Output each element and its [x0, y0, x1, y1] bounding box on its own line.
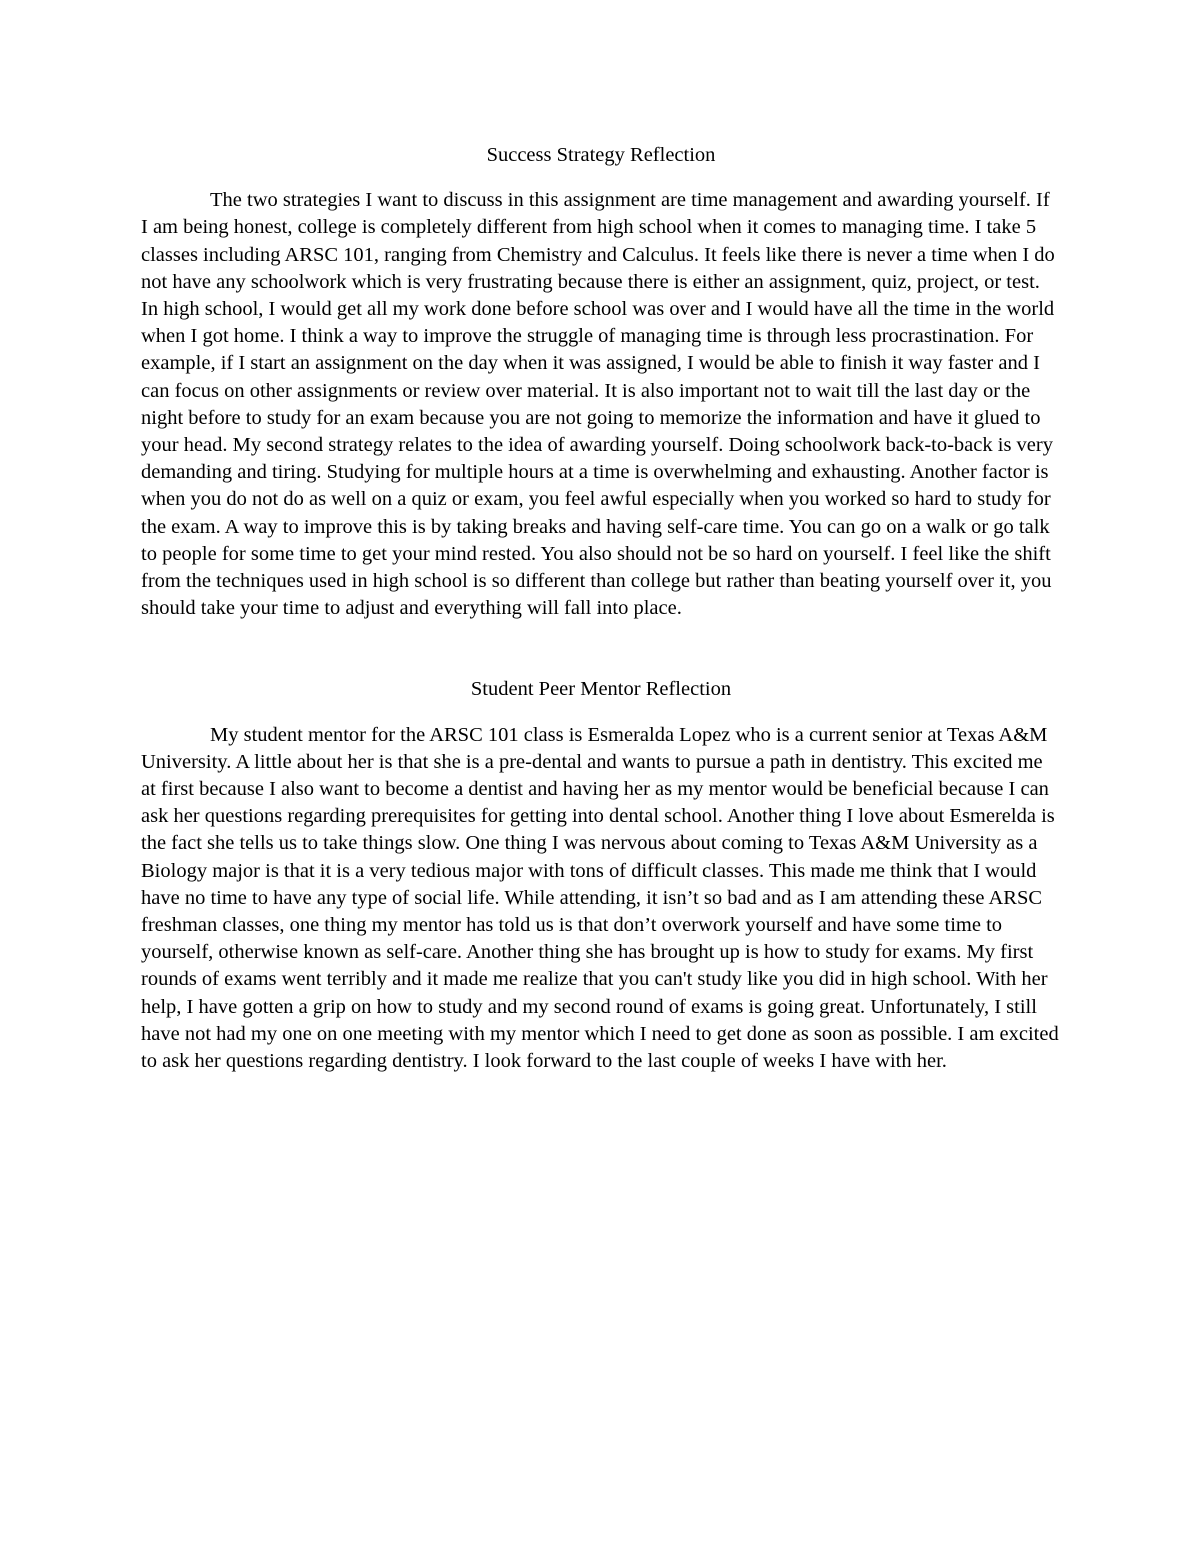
spacer — [141, 704, 1061, 722]
spacer — [141, 169, 1061, 187]
paragraph-peer-mentor: My student mentor for the ARSC 101 class is Esmeralda Lopez who is a current senior at Texas A&M University. A little about her is that she is a pre-dental and wants to pursue a path in dentistry. This excited me at first because I also want to become a dentist and having her as my mentor would be beneficial because I can ask her questions regarding prerequisites for getting into dental school. Another thing I love about Esmerelda is the fact she tells us to take things slow. One thing I was nervous about coming to Texas A&M University as a Biology major is that it is a very tedious major with tons of difficult classes. This made me think that I would have no time to have any type of social life. While attending, it isn’t so bad and as I am attending these ARSC freshman classes, one thing my mentor has told us is that don’t overwork yourself and have some time to yourself, otherwise known as self-care. Another thing she has brought up is how to study for exams. My first rounds of exams went terribly and it made me realize that you can't study like you did in high school. With her help, I have gotten a grip on how to study and my second round of exams is going great. Unfortunately, I still have not had my one on one meeting with my mentor which I need to get done as soon as possible. I am excited to ask her questions regarding dentistry. I look forward to the last couple of weeks I have with her. — [141, 723, 1059, 1073]
section-title-peer-mentor: Student Peer Mentor Reflection — [470, 678, 732, 701]
document-body — [141, 142, 1061, 1075]
section-divider-space — [141, 622, 1061, 676]
paragraph-success-strategy: The two strategies I want to discuss in this assignment are time management and awarding yourself. If I am being honest, college is completely different from high school when it comes to managing time. I take 5 classes including ARSC 101, ranging from Chemistry and Calculus. It feels like there is never a time when I do not have any schoolwork which is very frustrating because there is either an assignment, quiz, project, or test. In high school, I would get all my work done before school was over and I would have all the time in the world when I got home. I think a way to improve the struggle of managing time is through less procrastination. For example, if I start an assignment on the day when it was assigned, I would be able to finish it way faster and I can focus on other assignments or review over material. It is also important not to wait till the last day or the night before to study for an exam because you are not going to memorize the information and have it glued to your head. My second strategy relates to the idea of awarding yourself. Doing schoolwork back-to-back is very demanding and tiring. Studying for multiple hours at a time is overwhelming and exhausting. Another factor is when you do not do as well on a quiz or exam, you feel awful especially when you worked so hard to study for the exam. A way to improve this is by taking breaks and having self-care time. You can go on a walk or go talk to people for some time to get your mind rested. You also should not be so hard on yourself. I feel like the shift from the techniques used in high school is so different than college but rather than beating yourself over it, you should take your time to adjust and everything will fall into place. — [141, 189, 1055, 620]
section-title-success-strategy: Success Strategy Reflection — [486, 144, 716, 166]
